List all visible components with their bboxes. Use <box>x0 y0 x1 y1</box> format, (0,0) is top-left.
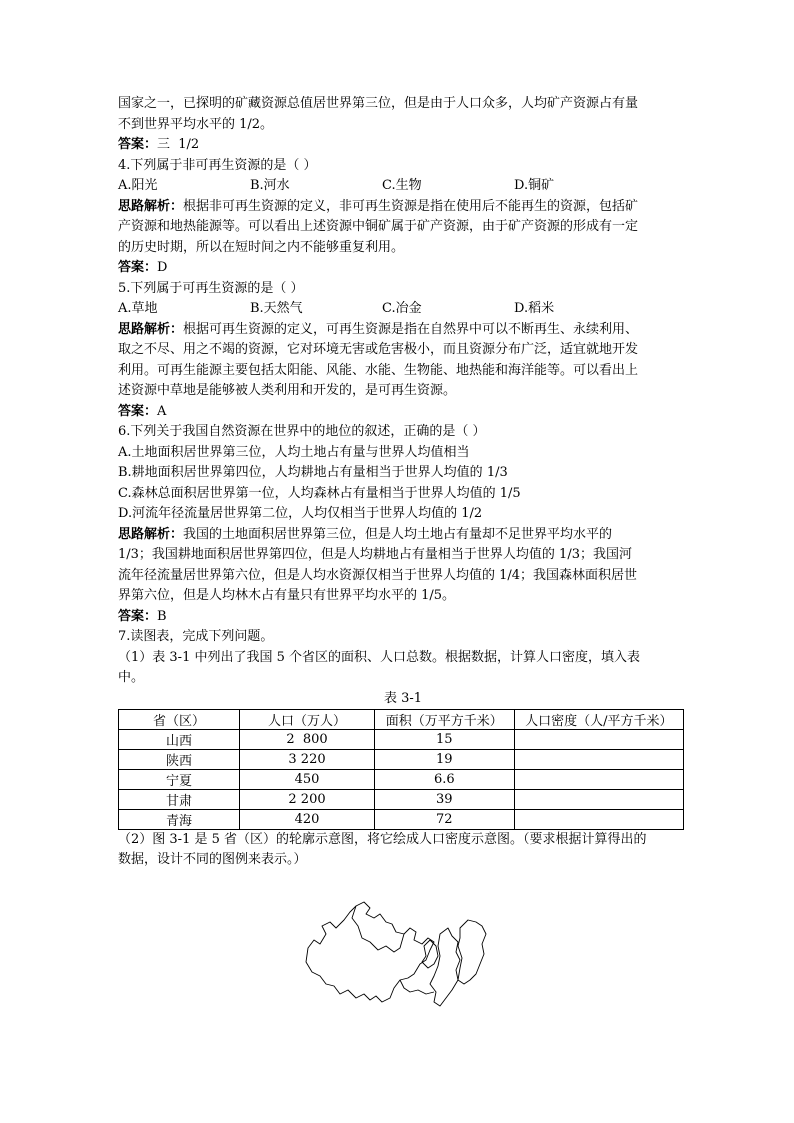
answer-value: A <box>157 403 167 419</box>
table-row <box>119 809 684 829</box>
answer-label: 答案： <box>118 137 158 152</box>
explanation-label: 思路解析： <box>118 321 184 337</box>
text-line: 中。 <box>118 670 145 685</box>
explanation-5 <box>118 320 688 341</box>
column-header: 人口（万人） <box>240 709 375 729</box>
option-b: B.天然气 <box>250 301 303 316</box>
table-cell: 6.6 <box>374 769 514 789</box>
outline-shaanxi <box>430 928 460 1006</box>
outline-shanxi <box>458 920 486 984</box>
option-a: A.草地 <box>118 301 158 316</box>
option-a: A.土地面积居世界第三位，人均土地占有量与世界人均值相当 <box>118 444 470 460</box>
table-row <box>119 769 684 789</box>
column-header: 人口密度（人/平方千米） <box>514 709 683 729</box>
text-line: 不到世界平均水平的 1/2。 <box>118 116 274 132</box>
answer-label: 答案： <box>118 403 158 419</box>
table-cell: 3 220 <box>240 749 375 769</box>
table-cell: 2 200 <box>240 789 375 809</box>
data-table <box>118 709 684 830</box>
option-c: C.生物 <box>382 178 422 193</box>
table-cell: 72 <box>374 809 514 829</box>
text-line: 的历史时期，所以在短时间之内不能够重复利用。 <box>118 239 405 255</box>
table-cell: 420 <box>240 809 375 829</box>
table-cell: 山西 <box>119 729 240 749</box>
answer-value: B <box>157 608 167 624</box>
question-6: 6.下列关于我国自然资源在世界中的地位的叙述，正确的是（ ） <box>118 424 486 439</box>
option-d: D.稻米 <box>514 301 555 316</box>
text-line: 1/3；我国耕地面积居世界第四位，但是人均耕地占有量相当于世界人均值的 1/3；我国河 <box>118 547 632 562</box>
text-line: 流年径流量居世界第六位，但是人均水资源仅相当于世界人均值的 1/4；我国森林面积居世 <box>118 567 638 583</box>
explanation-label: 思路解析： <box>118 198 184 214</box>
question-7-part-1: （1）表 3-1 中列出了我国 5 个省区的面积、人口总数。根据数据，计算人口密度，填入表 <box>118 649 641 665</box>
column-header: 面积（万平方千米） <box>374 709 514 729</box>
answer-3 <box>118 135 688 156</box>
answer-5 <box>118 402 688 423</box>
table-row <box>119 789 684 809</box>
option-b: B.耕地面积居世界第四位，人均耕地占有量相当于世界人均值的 1/3 <box>118 465 508 480</box>
option-d: D.河流年径流量居世界第二位，人均仅相当于世界人均值的 1/2 <box>118 506 483 521</box>
table-caption: 表 3-1 <box>383 690 423 706</box>
table-header-row <box>119 709 684 729</box>
answer-6 <box>118 607 688 628</box>
table-cell: 陕西 <box>119 749 240 769</box>
option-c: C.冶金 <box>382 301 422 316</box>
density-cell <box>514 769 683 789</box>
text-line: 利用。可再生能源主要包括太阳能、风能、水能、生物能、地热能和海洋能等。可以看出上 <box>118 362 639 378</box>
table-row <box>119 729 684 749</box>
explanation-4 <box>118 197 688 218</box>
table-cell: 39 <box>374 789 514 809</box>
explanation-6 <box>118 525 688 546</box>
density-cell <box>514 749 683 769</box>
explanation-text: 根据可再生资源的定义，可再生资源是指在自然界中可以不断再生、永续利用、 <box>183 321 639 337</box>
options-5 <box>118 299 688 320</box>
answer-4 <box>118 258 688 279</box>
column-header: 省（区） <box>119 709 240 729</box>
text-line: 取之不尽、用之不竭的资源，它对环境无害或危害极小，而且资源分布广泛，适宜就地开发 <box>118 342 639 357</box>
table-cell: 19 <box>374 749 514 769</box>
density-cell <box>514 789 683 809</box>
outline-gansu-inner <box>352 906 404 952</box>
document-page <box>118 94 688 871</box>
answer-value: 三 1/2 <box>157 137 200 152</box>
question-7: 7.读图表，完成下列问题。 <box>118 629 274 644</box>
table-row <box>119 749 684 769</box>
option-c: C.森林总面积居世界第一位，人均森林占有量相当于世界人均值的 1/5 <box>118 485 521 501</box>
table-cell: 青海 <box>119 809 240 829</box>
explanation-text: 我国的土地面积居世界第三位，但是人均土地占有量却不足世界平均水平的 <box>183 526 613 542</box>
answer-label: 答案： <box>118 260 158 275</box>
province-outline-map <box>300 898 492 1016</box>
outline-inner-border <box>400 980 434 994</box>
option-a: A.阳光 <box>118 178 158 193</box>
question-4: 4.下列属于非可再生资源的是（ ） <box>118 157 317 173</box>
text-line: 界第六位，但是人均林木占有量只有世界平均水平的 1/5。 <box>118 588 456 603</box>
question-7-part-2: （2）图 3-1 是 5 省（区）的轮廓示意图，将它绘成人口密度示意图。（要求根据计算得出的 <box>118 831 647 847</box>
answer-label: 答案： <box>118 608 158 624</box>
table-cell: 甘肃 <box>119 789 240 809</box>
options-4 <box>118 176 688 197</box>
answer-value: D <box>157 260 168 275</box>
density-cell <box>514 729 683 749</box>
outline-ningxia <box>422 940 438 968</box>
outline-qinghai-gansu <box>306 902 434 1002</box>
table-cell: 15 <box>374 729 514 749</box>
text-line: 产资源和地热能源等。可以看出上述资源中铜矿属于矿产资源，由于矿产资源的形成有一定 <box>118 219 639 234</box>
table-cell: 450 <box>240 769 375 789</box>
text-line: 数据，设计不同的图例来表示。） <box>118 852 307 867</box>
explanation-label: 思路解析： <box>118 526 184 542</box>
table-cell: 宁夏 <box>119 769 240 789</box>
question-5: 5.下列属于可再生资源的是（ ） <box>118 280 304 296</box>
option-b: B.河水 <box>250 178 290 193</box>
text-line: 述资源中草地是能够被人类利用和开发的，是可再生资源。 <box>118 383 457 398</box>
table-cell: 2 800 <box>240 729 375 749</box>
option-d: D.铜矿 <box>514 178 555 193</box>
text-line: 国家之一，已探明的矿藏资源总值居世界第三位，但是由于人口众多，人均矿产资源占有量 <box>118 96 639 111</box>
explanation-text: 根据非可再生资源的定义，非可再生资源是指在使用后不能再生的资源，包括矿 <box>183 198 639 214</box>
density-cell <box>514 809 683 829</box>
